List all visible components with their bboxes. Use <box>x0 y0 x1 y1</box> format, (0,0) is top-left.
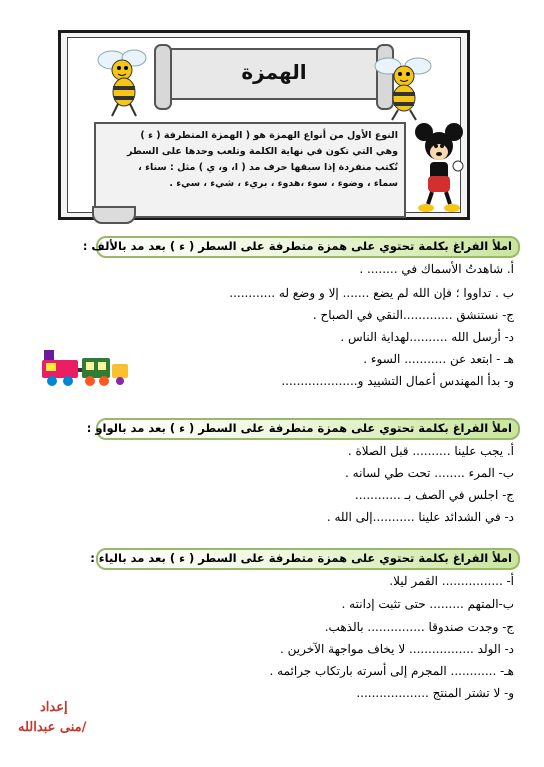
exercise-line: د- الولد ................. لا يخاف مواجهة الآخرين . <box>280 642 514 656</box>
bee-cartoon-icon <box>90 44 160 120</box>
exercise-line: د- أرسل الله ..........لهداية الناس . <box>340 330 514 344</box>
section-heading-bar <box>86 418 520 440</box>
credit-author: /منى عبدالله <box>18 720 87 735</box>
exercise-line: و- لا تشتر المنتج ................... <box>356 686 514 700</box>
section-heading-bar <box>82 236 520 258</box>
page-title: الهمزة <box>241 60 307 84</box>
exercise-line: د- في الشدائد علينا ...........إلى الله . <box>326 510 514 524</box>
title-banner <box>164 48 384 100</box>
info-line: النوع الأول من أنواع الهمزة هو ( الهمزة المتطرفة ( ء ) <box>140 130 398 141</box>
exercise-line: ج- اجلس في الصف بـ ............ <box>354 488 514 502</box>
credit-label: إعداد <box>40 700 68 715</box>
info-scroll <box>94 122 406 218</box>
exercise-line: أ. يجب علينا .......... قبل الصلاة . <box>347 444 514 458</box>
header-inner <box>67 37 461 213</box>
exercise-line: ب- المرء ........ تحت طي لسانه . <box>345 466 514 480</box>
exercise-line: هـ - ابتعد عن ........... السوء . <box>363 352 514 366</box>
mickey-cartoon-icon <box>414 122 466 214</box>
exercise-line: و- بدأ المهندس أعمال التشييد و.................... <box>281 374 514 388</box>
bee-cartoon-icon <box>368 52 440 122</box>
exercise-line: ج- نستنشق .............النقي في الصباح . <box>312 308 514 322</box>
info-text <box>96 124 404 192</box>
info-line: تُكتب منفردة إذا سبقها حرف مد ( ا، و، ي ) مثل : سناء ، <box>138 162 398 173</box>
exercise-line: أ. شاهدتُ الأسماك في ........ . <box>359 262 514 276</box>
info-line: وهي التي تكون في نهاية الكلمة وتلعب وحدها على السطر <box>126 146 398 157</box>
section-heading: املأ الفراغ بكلمة تحتوي على همزة متطرفة على السطر ( ء ) بعد مد بالواو : <box>86 421 512 435</box>
exercise-line: هـ- ............ المجرم إلى أسرته بارتكاب جرائمه . <box>269 664 514 678</box>
section-heading: املأ الفراغ بكلمة تحتوي على همزة متطرفة على السطر ( ء ) بعد مد بالياء : <box>90 551 512 565</box>
header-frame <box>58 30 470 220</box>
exercise-line: ب . تداووا ؛ فإن الله لم يضع ....... إلا و وضع له ............ <box>229 286 514 300</box>
toy-train-icon <box>42 346 130 388</box>
exercise-line: ج- وجدت صندوقا ............... بالذهب. <box>324 620 514 634</box>
exercise-line: أ- ................ القمر ليلا. <box>389 574 514 588</box>
section-heading-bar <box>90 548 520 570</box>
section-heading: املأ الفراغ بكلمة تحتوي على همزة متطرفة على السطر ( ء ) بعد مد بالألف : <box>82 239 512 253</box>
info-line: سماء ، وضوء ، سوء ،هدوء ، بريء ، شيء ، سيء . <box>169 178 398 189</box>
exercise-line: ب-المتهم ......... حتى تثبت إدانته . <box>341 597 514 611</box>
